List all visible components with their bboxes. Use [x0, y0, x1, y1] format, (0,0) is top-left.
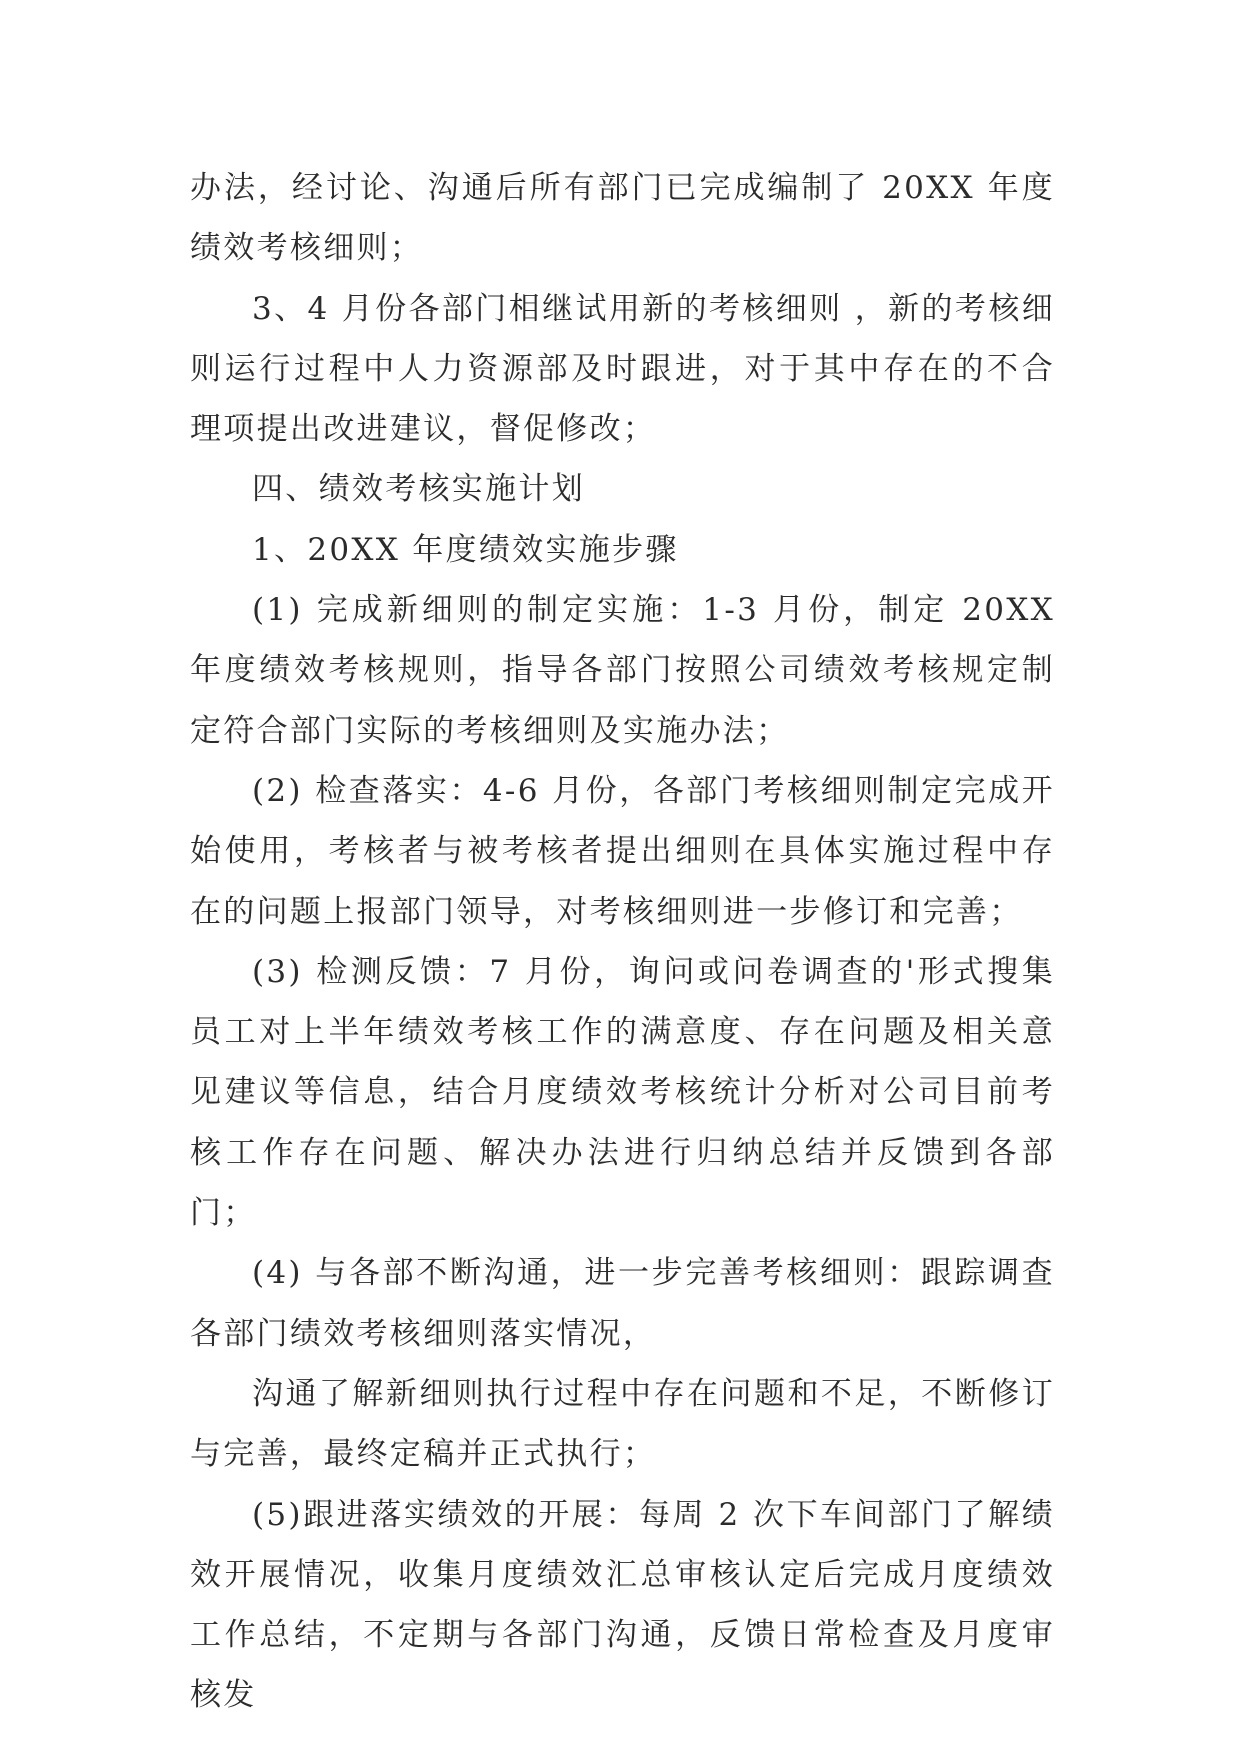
- document-body: [190, 158, 1055, 1726]
- step-2-paragraph: (2) 检查落实：4-6 月份，各部门考核细则制定完成开始使用，考核者与被考核者提出细则在具体实施过程中存在的问题上报部门领导，对考核细则进一步修订和完善；: [190, 772, 1055, 930]
- paragraph-item-3: 3、4 月份各部门相继试用新的考核细则 ，新的考核细则运行过程中人力资源部及时跟进，对于其中存在的不合理项提出改进建议，督促修改；: [190, 290, 1055, 448]
- step-4-continuation-paragraph: 沟通了解新细则执行过程中存在问题和不足，不断修订与完善，最终定稿并正式执行；: [190, 1375, 1055, 1473]
- step-3-paragraph: (3) 检测反馈：7 月份，询问或问卷调查的'形式搜集员工对上半年绩效考核工作的满意度、存在问题及相关意见建议等信息，结合月度绩效考核统计分析对公司目前考核工作存在问题、解决办法进行归纳总结并反馈到各部门；: [190, 953, 1055, 1232]
- subsection-heading-1: 1、20XX 年度绩效实施步骤: [252, 531, 679, 568]
- step-1-paragraph: (1) 完成新细则的制定实施：1-3 月份，制定 20XX 年度绩效考核规则，指导各部门按照公司绩效考核规定制定符合部门实际的考核细则及实施办法；: [190, 592, 1055, 749]
- step-4-paragraph: (4) 与各部不断沟通，进一步完善考核细则：跟踪调查各部门绩效考核细则落实情况，: [190, 1255, 1055, 1352]
- paragraph-continuation: 办法，经讨论、沟通后所有部门已完成编制了 20XX 年度绩效考核细则；: [190, 170, 1055, 267]
- section-heading-4: 四、绩效考核实施计划: [252, 471, 585, 508]
- step-5-paragraph: (5)跟进落实绩效的开展：每周 2 次下车间部门了解绩效开展情况，收集月度绩效汇总审核认定后完成月度绩效工作总结，不定期与各部门沟通，反馈日常检查及月度审核发: [190, 1496, 1055, 1714]
